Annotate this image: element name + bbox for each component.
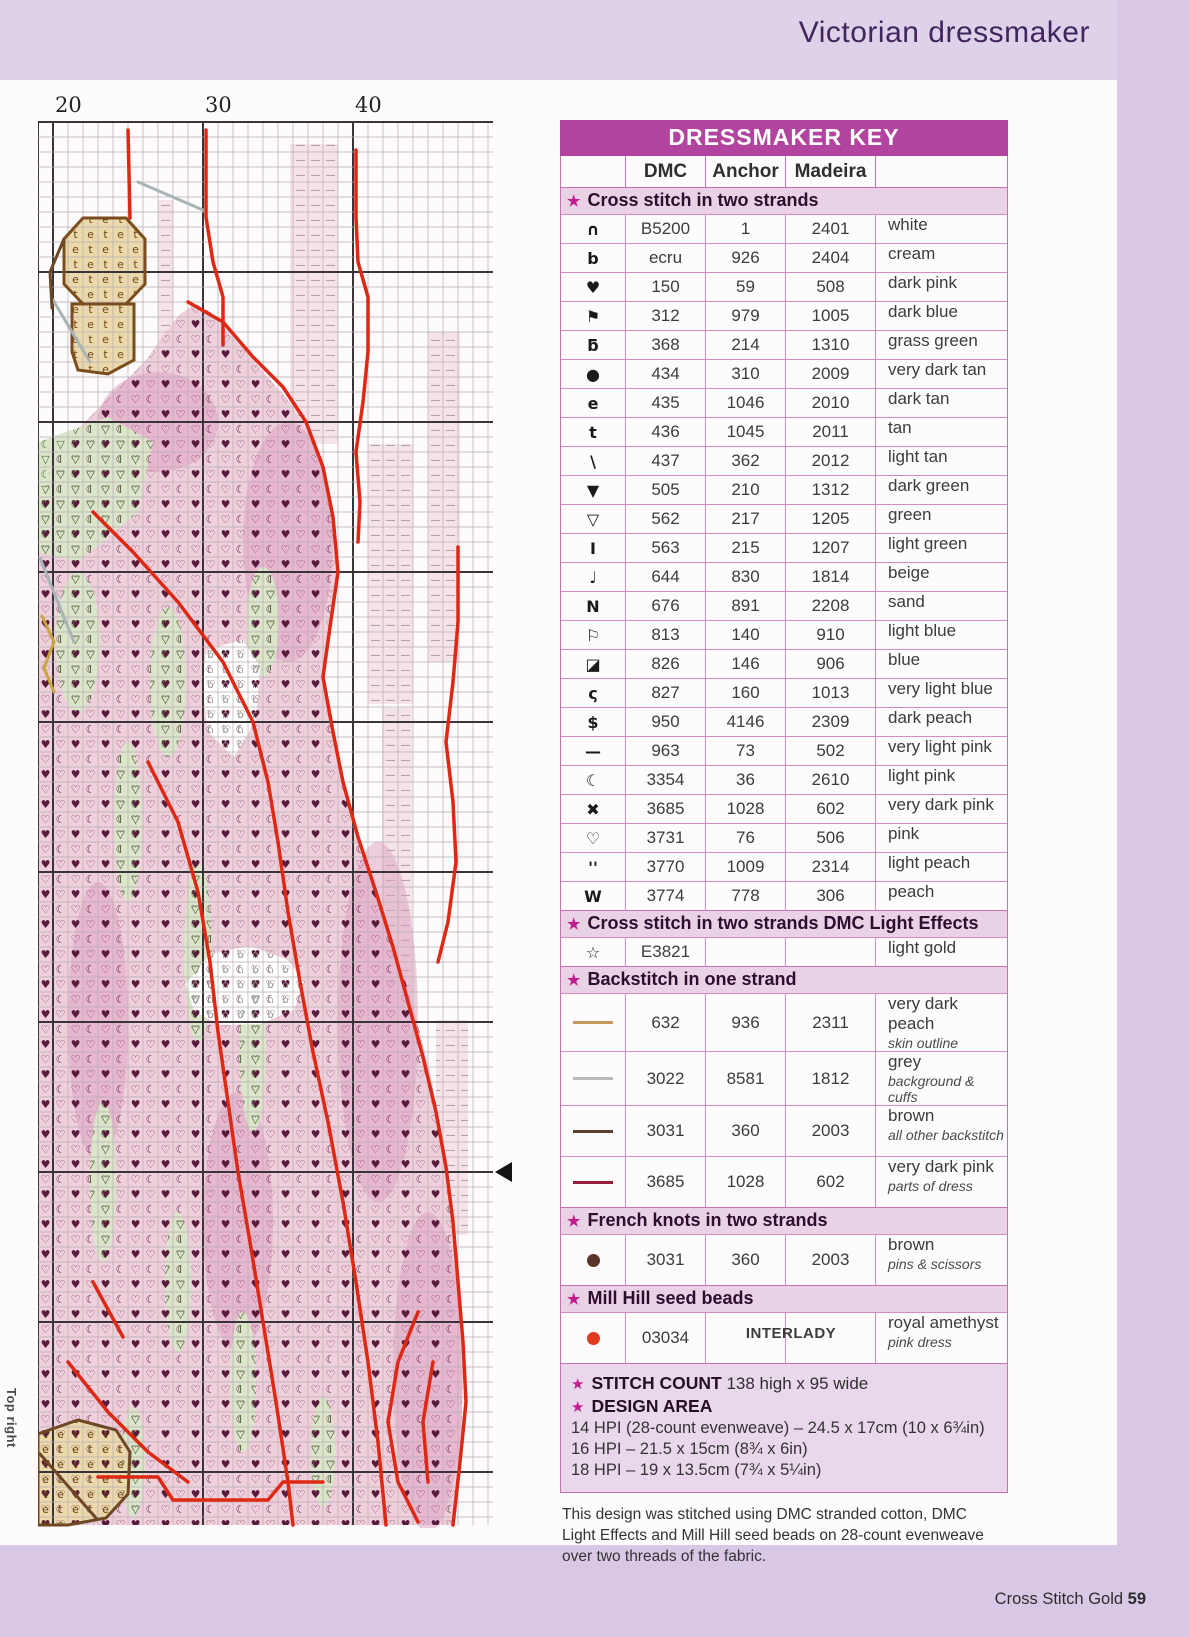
key-cell-dmc: B5200 [625, 215, 705, 243]
key-cell-dmc: 676 [625, 592, 705, 620]
key-symbol: ∩ [586, 219, 600, 239]
key-cell-name: beige [875, 563, 1007, 591]
key-cell-madeira [785, 938, 875, 966]
key-section-header: ★ Cross stitch in two strands [561, 187, 1007, 214]
key-cell-madeira: 502 [785, 737, 875, 765]
key-row [561, 620, 1007, 649]
key-row [561, 330, 1007, 359]
design-area-label: DESIGN AREA [591, 1396, 713, 1416]
key-symbol: ς [588, 683, 598, 703]
key-cell-dmc: 3731 [625, 824, 705, 852]
key-cell-dmc: 312 [625, 302, 705, 330]
key-cell-dmc: 150 [625, 273, 705, 301]
backstitch-swatch [573, 1181, 613, 1184]
star-icon: ★ [571, 1399, 585, 1416]
key-cell-dmc: 950 [625, 708, 705, 736]
key-cell-name: white [875, 215, 1007, 243]
key-column-header [875, 156, 1007, 187]
star-icon: ★ [567, 193, 581, 210]
key-cell-anchor: 1046 [705, 389, 785, 417]
key-cell-name: dark blue [875, 302, 1007, 330]
key-symbol: ◪ [585, 654, 601, 674]
key-symbol: b [587, 248, 599, 268]
key-cell-name: very dark peach skin outline [875, 994, 1007, 1051]
key-cell-note: pink dress [888, 1334, 952, 1350]
key-cell-dmc: 644 [625, 563, 705, 591]
key-cell-note: pins & scissors [888, 1256, 982, 1272]
stitch-info-block [560, 1364, 1008, 1493]
footer-page-number: 59 [1127, 1590, 1146, 1608]
key-cell-anchor: 1 [705, 215, 785, 243]
key-cell-dmc: 3685 [625, 795, 705, 823]
key-row [561, 272, 1007, 301]
key-symbol [561, 1052, 625, 1105]
key-symbol [561, 1106, 625, 1156]
key-cell-note: all other backstitch [888, 1127, 1004, 1143]
key-symbol: ▽ [586, 509, 600, 529]
chart-column-label: 40 [355, 93, 382, 117]
key-row [561, 1051, 1007, 1105]
star-icon: ★ [567, 916, 581, 933]
star-icon: ★ [567, 972, 581, 989]
key-cell-dmc: E3821 [625, 938, 705, 966]
key-row [561, 765, 1007, 794]
key-cell-dmc: 3685 [625, 1157, 705, 1207]
key-symbol: '' [588, 857, 598, 877]
key-footnote: This design was stitched using DMC stranded cotton, DMC Light Effects and Mill Hill seed beads on 28-count evenweave over two threads of the fabric. [562, 1506, 984, 1565]
key-cell-anchor: 217 [705, 505, 785, 533]
key-cell-anchor: 1009 [705, 853, 785, 881]
key-cell-anchor: 4146 [705, 708, 785, 736]
key-cell-anchor: 8581 [705, 1052, 785, 1105]
key-cell-anchor: 160 [705, 679, 785, 707]
key-cell-madeira: 2401 [785, 215, 875, 243]
key-cell-name: light pink [875, 766, 1007, 794]
page-footer [995, 1590, 1146, 1609]
key-cell-anchor: 36 [705, 766, 785, 794]
key-symbol: \ [590, 451, 596, 471]
dressmaker-key [560, 120, 1008, 1568]
key-row [561, 301, 1007, 330]
key-cell-name: cream [875, 244, 1007, 272]
key-cell-anchor: 210 [705, 476, 785, 504]
key-cell-dmc: 03034 [625, 1313, 705, 1363]
key-cell-name: grass green [875, 331, 1007, 359]
key-cell-name: peach [875, 882, 1007, 910]
bead-dot [587, 1332, 600, 1345]
chart-column-label: 30 [205, 93, 232, 117]
key-cell-madeira: 1205 [785, 505, 875, 533]
key-symbol: ⚐ [585, 625, 601, 645]
key-cell-name: blue [875, 650, 1007, 678]
key-symbol: ⚑ [585, 306, 601, 326]
key-symbol: ☾ [585, 770, 601, 790]
key-cell-anchor: 891 [705, 592, 785, 620]
key-symbol [561, 1157, 625, 1207]
key-cell-madeira: 1812 [785, 1052, 875, 1105]
key-cell-name: brown pins & scissors [875, 1235, 1007, 1285]
right-band [1117, 0, 1190, 1637]
key-cell-madeira: 1814 [785, 563, 875, 591]
key-cell-dmc: 437 [625, 447, 705, 475]
key-symbol: ✖ [586, 799, 600, 819]
key-symbol [561, 1313, 625, 1363]
key-column-header: DMC [625, 156, 705, 187]
key-cell-name: grey background & cuffs [875, 1052, 1007, 1105]
key-cell-anchor: 979 [705, 302, 785, 330]
key-symbol: ♩ [589, 567, 597, 587]
key-cell-dmc: 3354 [625, 766, 705, 794]
key-cell-dmc: 436 [625, 418, 705, 446]
key-cell-name: very dark pink [875, 795, 1007, 823]
key-cell-name: green [875, 505, 1007, 533]
key-cell-dmc: ecru [625, 244, 705, 272]
key-column-header [561, 156, 625, 187]
key-symbol: W [584, 886, 602, 906]
key-cell-dmc: 813 [625, 621, 705, 649]
key-cell-madeira: 2314 [785, 853, 875, 881]
key-cell-madeira: 2009 [785, 360, 875, 388]
key-row [561, 1312, 1007, 1363]
key-cell-anchor: 926 [705, 244, 785, 272]
bead-dot [587, 1254, 600, 1267]
row-marker-icon [495, 1162, 512, 1182]
key-row [561, 388, 1007, 417]
design-area-value: 16 HPI – 21.5 x 15cm (8¾ x 6in) [571, 1440, 808, 1458]
key-row [561, 881, 1007, 910]
key-row [561, 417, 1007, 446]
key-row [561, 736, 1007, 765]
star-icon: ★ [571, 1376, 585, 1393]
key-cell-dmc: 435 [625, 389, 705, 417]
chart-column-label: 20 [55, 93, 82, 117]
key-cell-dmc: 3770 [625, 853, 705, 881]
key-row [561, 562, 1007, 591]
key-symbol: — [585, 741, 601, 761]
key-symbol: I [590, 538, 596, 558]
star-icon: ★ [567, 1291, 581, 1308]
key-cell-name: very dark pink parts of dress [875, 1157, 1007, 1207]
stitch-count-label: STITCH COUNT [591, 1373, 722, 1393]
key-cell-madeira: 2404 [785, 244, 875, 272]
key-cell-madeira: 1312 [785, 476, 875, 504]
key-column-header: Madeira [785, 156, 875, 187]
backstitch-swatch [573, 1021, 613, 1024]
key-symbol: N [586, 596, 600, 616]
key-cell-dmc: 434 [625, 360, 705, 388]
key-row [561, 993, 1007, 1051]
key-cell-madeira: 906 [785, 650, 875, 678]
key-symbol: ƃ [587, 335, 599, 355]
key-cell-anchor: 140 [705, 621, 785, 649]
key-row [561, 504, 1007, 533]
key-cell-dmc: 963 [625, 737, 705, 765]
key-cell-note: parts of dress [888, 1178, 973, 1194]
key-cell-name: tan [875, 418, 1007, 446]
key-cell-madeira: 506 [785, 824, 875, 852]
key-cell-dmc: 632 [625, 994, 705, 1051]
scan-watermark: INTERLADY [705, 1325, 876, 1342]
key-cell-note: skin outline [888, 1035, 959, 1051]
key-row [561, 591, 1007, 620]
key-column-headers [561, 156, 1007, 187]
key-cell-anchor: 362 [705, 447, 785, 475]
key-cell-anchor: 830 [705, 563, 785, 591]
key-cell-anchor: 360 [705, 1235, 785, 1285]
key-cell-name: royal amethyst pink dress [875, 1313, 1007, 1363]
key-cell-anchor: 59 [705, 273, 785, 301]
cross-stitch-chart [38, 88, 516, 1528]
key-rows [561, 187, 1007, 1363]
key-row [561, 359, 1007, 388]
key-cell-name: light gold [875, 938, 1007, 966]
key-row [561, 533, 1007, 562]
key-cell-anchor: 76 [705, 824, 785, 852]
key-symbol: ☆ [585, 942, 601, 962]
key-cell-madeira: 2309 [785, 708, 875, 736]
key-cell-madeira: 2010 [785, 389, 875, 417]
key-cell-madeira: 1005 [785, 302, 875, 330]
key-row [561, 1105, 1007, 1156]
key-cell-madeira: 1310 [785, 331, 875, 359]
key-cell-name: dark green [875, 476, 1007, 504]
key-section-header: ★ Backstitch in one strand [561, 966, 1007, 993]
key-cell-dmc: 3031 [625, 1235, 705, 1285]
key-cell-madeira: 2311 [785, 994, 875, 1051]
key-cell-dmc: 826 [625, 650, 705, 678]
key-cell-madeira: 910 [785, 621, 875, 649]
key-symbol: $ [587, 712, 599, 732]
key-row [561, 649, 1007, 678]
key-cell-name: light tan [875, 447, 1007, 475]
key-symbol: e [587, 393, 599, 413]
key-row [561, 1156, 1007, 1207]
key-cell-dmc: 368 [625, 331, 705, 359]
key-cell-anchor: 214 [705, 331, 785, 359]
key-row [561, 707, 1007, 736]
key-symbol: ▼ [586, 480, 600, 500]
key-cell-name: brown all other backstitch [875, 1106, 1007, 1156]
key-cell-madeira: 602 [785, 1157, 875, 1207]
key-cell-madeira: 508 [785, 273, 875, 301]
key-cell-anchor: 310 [705, 360, 785, 388]
key-row [561, 937, 1007, 966]
key-cell-name: light blue [875, 621, 1007, 649]
key-cell-anchor: 778 [705, 882, 785, 910]
key-table [560, 156, 1008, 1364]
key-row [561, 852, 1007, 881]
key-symbol: ♥ [585, 277, 601, 297]
backstitch-swatch [573, 1130, 613, 1133]
key-cell-dmc: 3774 [625, 882, 705, 910]
key-row [561, 794, 1007, 823]
key-cell-anchor: 73 [705, 737, 785, 765]
key-row [561, 823, 1007, 852]
key-cell-name: very light pink [875, 737, 1007, 765]
key-cell-dmc: 562 [625, 505, 705, 533]
design-area-value: 14 HPI (28-count evenweave) – 24.5 x 17cm (10 x 6¾in) [571, 1419, 985, 1437]
key-cell-madeira: 1013 [785, 679, 875, 707]
key-cell-anchor: 1028 [705, 795, 785, 823]
key-cell-madeira: 2011 [785, 418, 875, 446]
key-cell-madeira: 2610 [785, 766, 875, 794]
key-cell-dmc: 827 [625, 679, 705, 707]
key-section-header: ★ Cross stitch in two strands DMC Light Effects [561, 910, 1007, 937]
key-row [561, 1234, 1007, 1285]
key-cell-anchor: 215 [705, 534, 785, 562]
key-cell-note: background & cuffs [888, 1073, 975, 1105]
key-row [561, 243, 1007, 272]
key-section-header: ★ French knots in two strands [561, 1207, 1007, 1234]
page-title: Victorian dressmaker [798, 16, 1090, 49]
key-section-header: ★ Mill Hill seed beads [561, 1285, 1007, 1312]
key-column-header: Anchor [705, 156, 785, 187]
key-cell-name: sand [875, 592, 1007, 620]
key-cell-name: dark pink [875, 273, 1007, 301]
key-cell-name: very light blue [875, 679, 1007, 707]
key-cell-madeira: 602 [785, 795, 875, 823]
key-row [561, 446, 1007, 475]
key-symbol [561, 994, 625, 1051]
key-cell-madeira: 1207 [785, 534, 875, 562]
key-cell-anchor: 360 [705, 1106, 785, 1156]
key-cell-madeira: 2012 [785, 447, 875, 475]
footer-brand: Cross Stitch Gold [994, 1590, 1124, 1608]
star-icon: ★ [567, 1213, 581, 1230]
backstitch-swatch [573, 1077, 613, 1080]
key-symbol: ♡ [585, 828, 601, 848]
key-symbol [561, 1235, 625, 1285]
key-cell-name: pink [875, 824, 1007, 852]
key-symbol: ● [586, 364, 600, 384]
key-cell-anchor: 1045 [705, 418, 785, 446]
key-cell-name: light peach [875, 853, 1007, 881]
key-cell-anchor: 1028 [705, 1157, 785, 1207]
key-row [561, 214, 1007, 243]
key-cell-name: light green [875, 534, 1007, 562]
side-label-top-right: Top right [4, 1388, 19, 1448]
key-cell-name: dark peach [875, 708, 1007, 736]
design-area-values [571, 1419, 997, 1480]
design-area-line [571, 1396, 997, 1417]
key-cell-dmc: 563 [625, 534, 705, 562]
key-cell-dmc: 505 [625, 476, 705, 504]
key-cell-dmc: 3031 [625, 1106, 705, 1156]
key-cell-name: dark tan [875, 389, 1007, 417]
key-cell-dmc: 3022 [625, 1052, 705, 1105]
stitch-count-value: 138 high x 95 wide [726, 1374, 869, 1393]
key-symbol: t [589, 422, 597, 442]
key-title: DRESSMAKER KEY [560, 120, 1008, 156]
key-cell-anchor [705, 938, 785, 966]
key-cell-madeira: 2003 [785, 1106, 875, 1156]
key-row [561, 678, 1007, 707]
key-row [561, 475, 1007, 504]
key-cell-madeira: 2208 [785, 592, 875, 620]
design-area-value: 18 HPI – 19 x 13.5cm (7¾ x 5¼in) [571, 1461, 822, 1479]
key-cell-name: very dark tan [875, 360, 1007, 388]
key-cell-anchor: 936 [705, 994, 785, 1051]
key-cell-anchor: 146 [705, 650, 785, 678]
stitch-count-line [571, 1373, 997, 1394]
key-cell-madeira: 306 [785, 882, 875, 910]
key-cell-madeira: 2003 [785, 1235, 875, 1285]
